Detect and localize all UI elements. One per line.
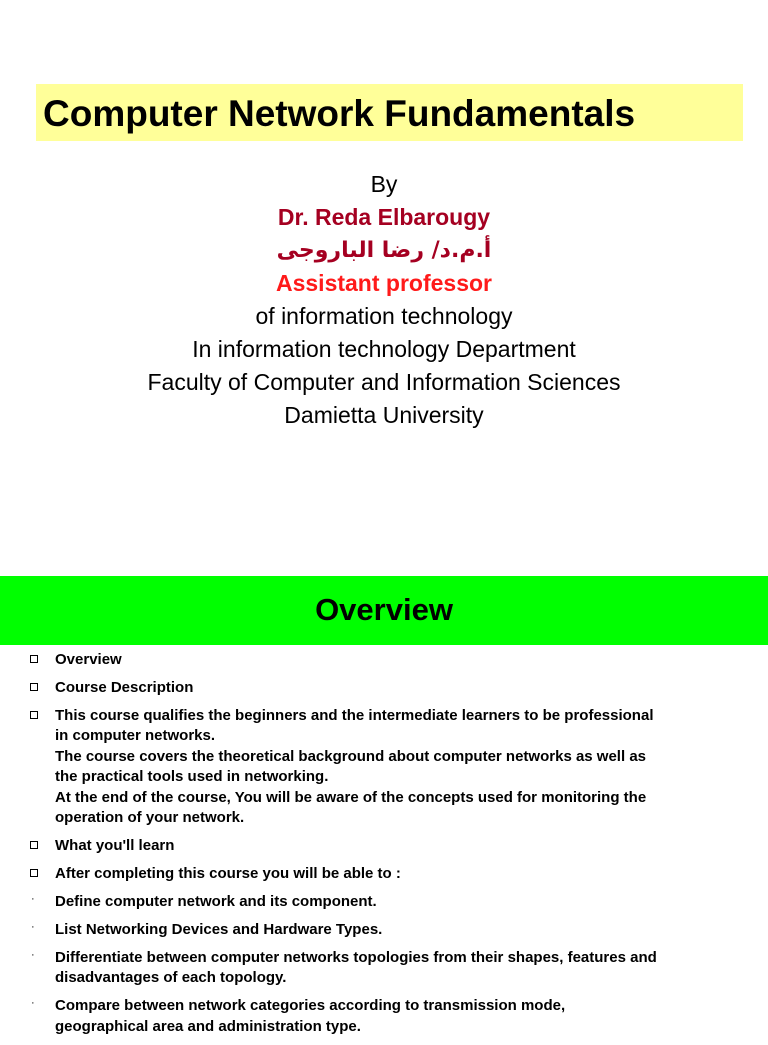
dot-bullet-icon: ·	[31, 997, 35, 1010]
square-bullet-icon	[30, 683, 38, 691]
list-item	[0, 948, 768, 989]
list-item-text: List Networking Devices and Hardware Types.	[55, 921, 383, 939]
list-item	[0, 864, 768, 884]
overview-heading: Overview	[315, 592, 453, 627]
by-label: By	[370, 171, 398, 197]
list-item-text: What you'll learn	[55, 837, 175, 855]
list-item-text: The course covers the theoretical background about computer networks as well as	[55, 747, 646, 765]
list-item-text: This course qualifies the beginners and the intermediate learners to be professional	[55, 707, 654, 724]
list-item-text: the practical tools used in networking.	[55, 768, 329, 786]
dot-bullet-icon: ·	[31, 949, 35, 962]
author-department: In information technology Department	[192, 336, 576, 362]
square-bullet-icon	[30, 711, 38, 719]
list-item-text: Overview	[55, 651, 122, 668]
list-item-text: in computer networks.	[55, 727, 216, 745]
dot-bullet-icon: ·	[31, 921, 35, 934]
list-item-text: At the end of the course, You will be aware of the concepts used for monitoring the	[55, 788, 647, 806]
list-item	[0, 836, 768, 856]
list-item	[0, 920, 768, 940]
square-bullet-icon	[30, 655, 38, 663]
author-faculty: Faculty of Computer and Information Sciences	[147, 369, 621, 395]
list-item-text: Define computer network and its component.	[55, 893, 377, 911]
square-bullet-icon	[30, 841, 38, 849]
author-field: of information technology	[255, 303, 513, 329]
list-item-text: Differentiate between computer networks topologies from their shapes, features and	[55, 949, 657, 967]
overview-slide	[0, 576, 768, 1035]
list-item-text: Course Description	[55, 679, 194, 696]
square-bullet-icon	[30, 869, 38, 877]
list-item-text: disadvantages of each topology.	[55, 969, 287, 987]
author-name: Dr. Reda Elbarougy	[277, 204, 491, 230]
list-item	[0, 650, 768, 670]
list-item	[0, 892, 768, 912]
author-university: Damietta University	[284, 402, 484, 428]
dot-bullet-icon: ·	[31, 893, 35, 906]
list-item	[0, 678, 768, 698]
author-role: Assistant professor	[275, 270, 492, 296]
slide-title: Computer Network Fundamentals	[43, 93, 636, 134]
list-item-text: geographical area and administration type.	[55, 1017, 361, 1035]
overview-heading-band	[0, 576, 768, 645]
title-banner	[36, 84, 743, 141]
overview-list	[0, 650, 768, 1045]
list-item	[0, 706, 768, 828]
list-item-text: operation of your network.	[55, 809, 245, 827]
author-block	[0, 168, 768, 432]
author-name-arabic: أ.م.د/ رضا الباروجى	[276, 238, 492, 263]
list-item-text: Compare between network categories according to transmission mode,	[55, 997, 566, 1015]
list-item-text: After completing this course you will be able to :	[55, 865, 401, 883]
list-item	[0, 996, 768, 1037]
